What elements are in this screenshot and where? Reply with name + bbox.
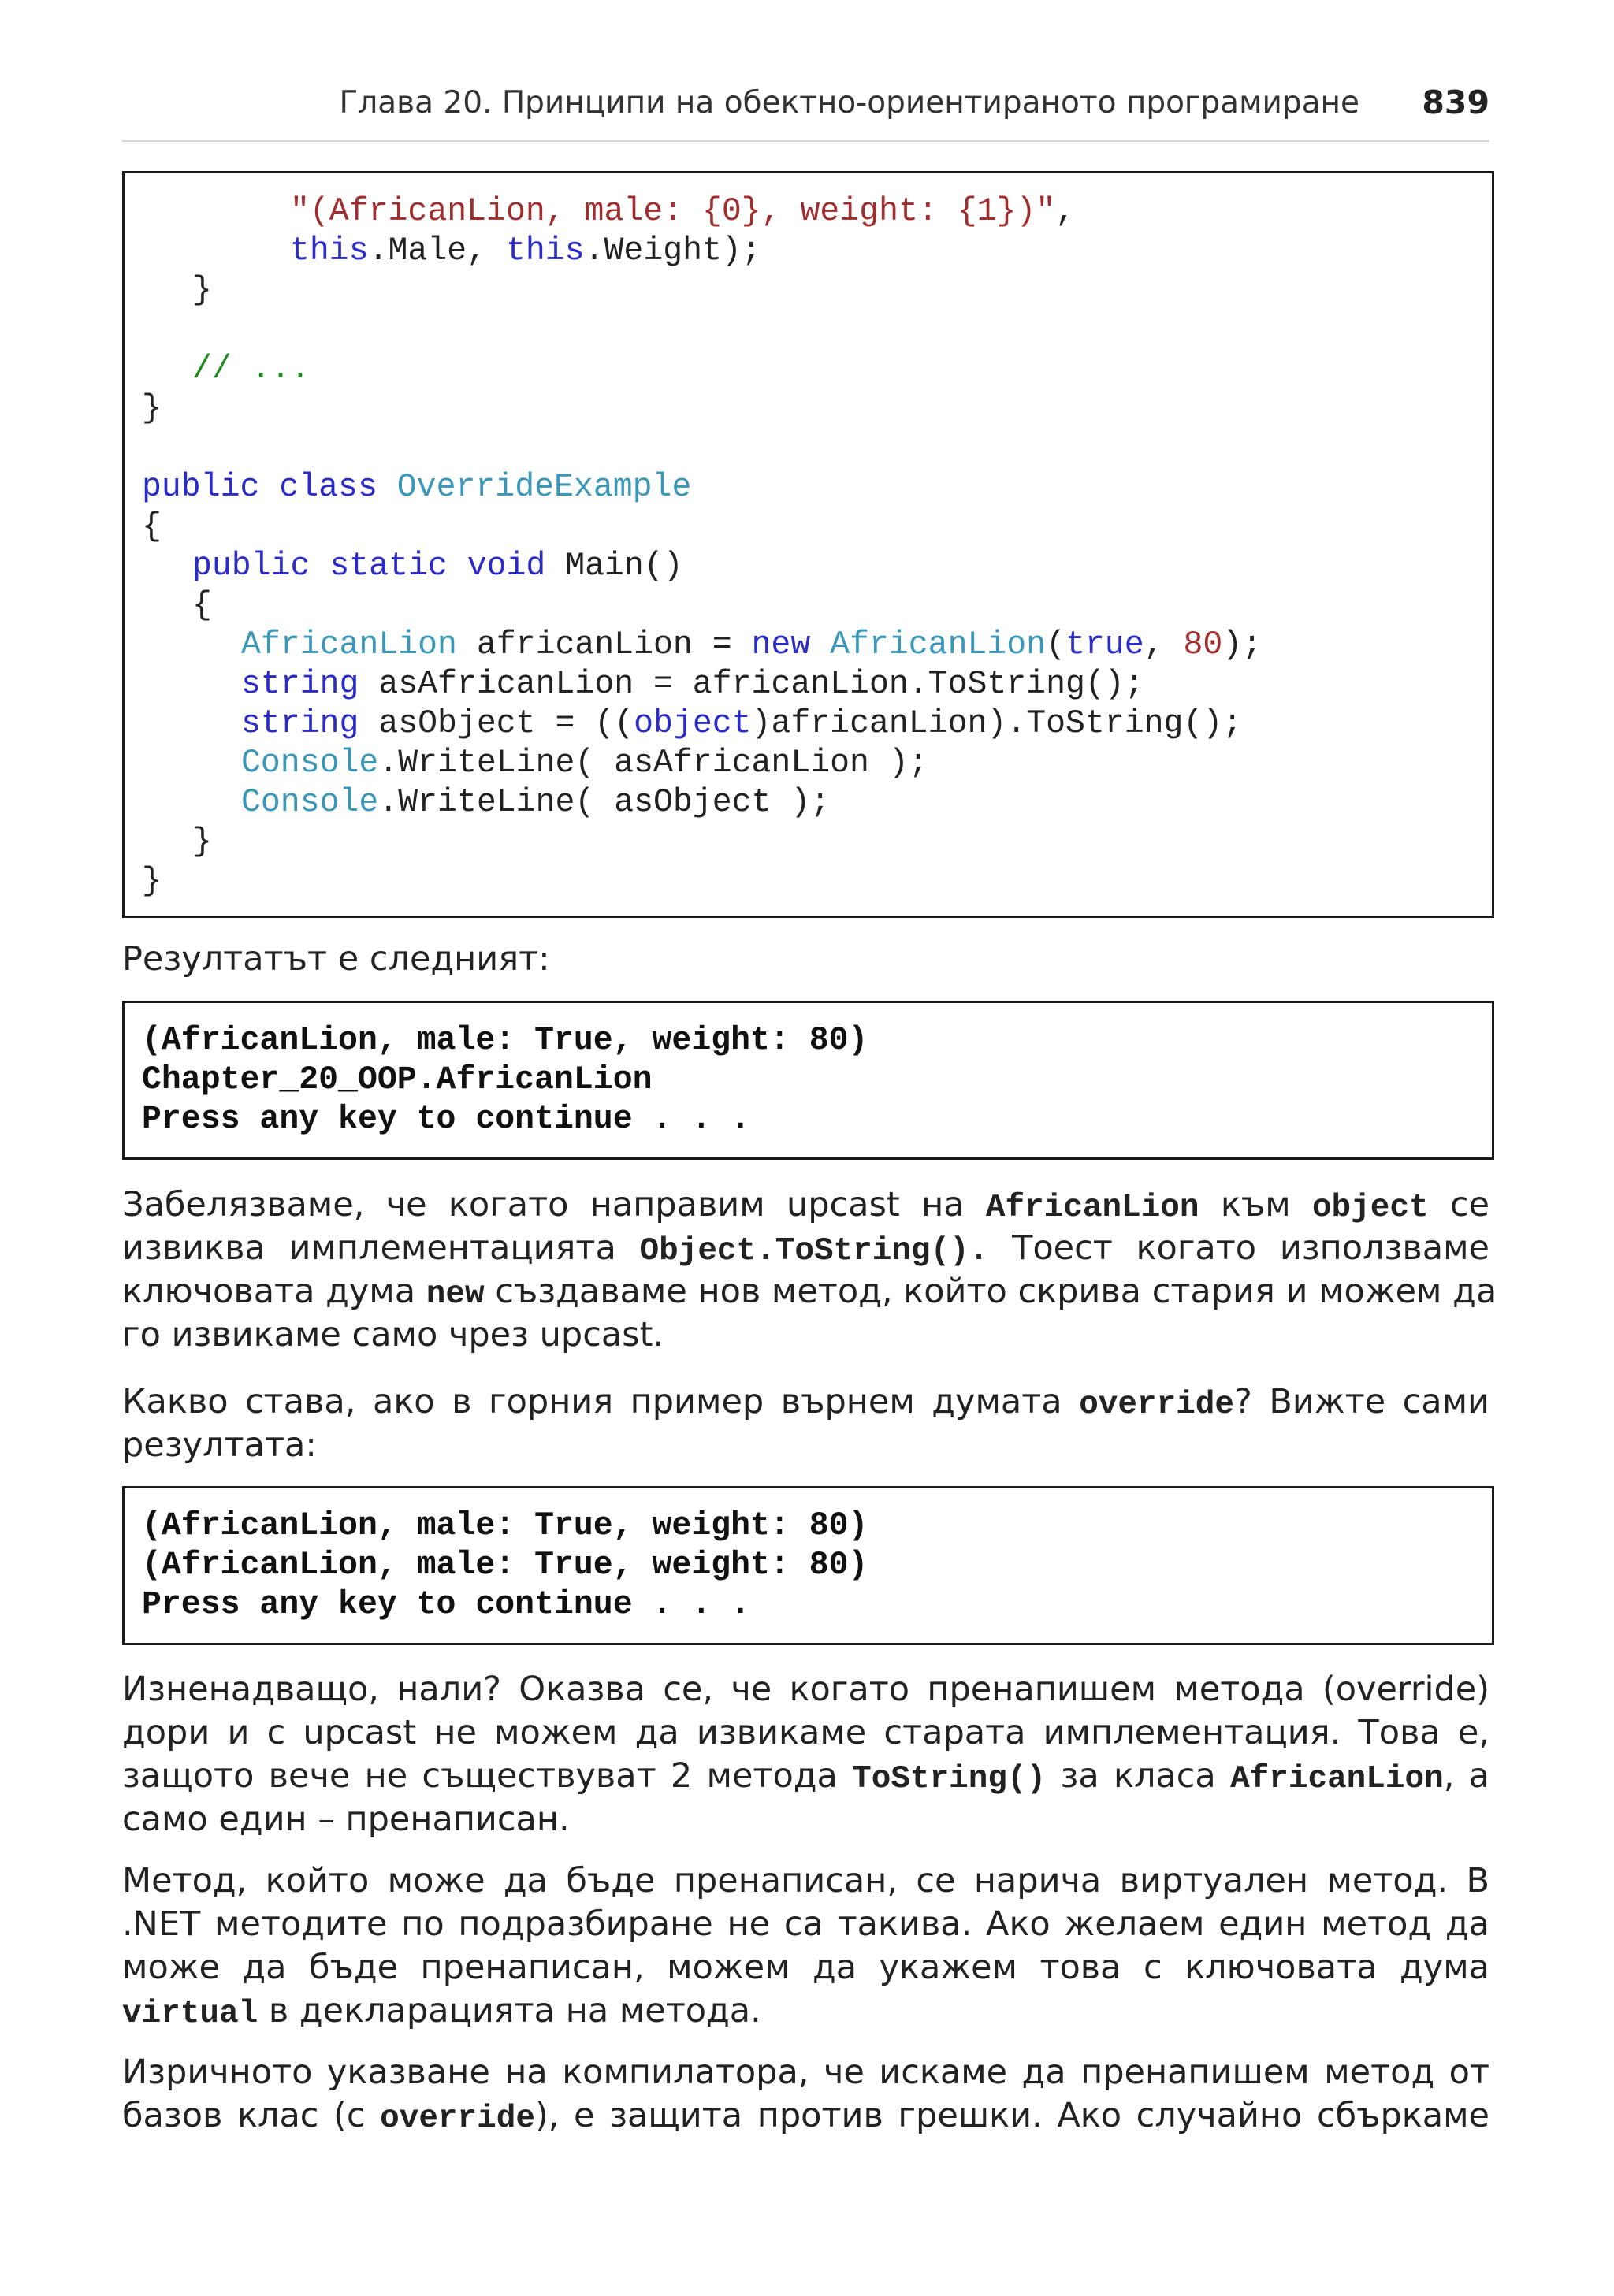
result-intro: Резултатът е следният:	[122, 939, 550, 979]
output-line: Press any key to continue . . .	[142, 1101, 751, 1138]
code-line: Console.WriteLine( asAfricanLion );	[241, 745, 928, 782]
output-line: (AfricanLion, male: True, weight: 80)	[142, 1022, 868, 1059]
output-line: Chapter_20_OOP.AfricanLion	[142, 1061, 653, 1098]
chapter-title: Глава 20. Принципи на обектно-ориентираното програмиране	[339, 85, 1359, 121]
paragraph-virtual: Метод, който може да бъде пренаписан, се нарича виртуален метод. В .NET методите по подразбиране не са такива. Ако желаем един метод да може да бъде пренаписан, можем да укажем това с ключовата дума virtual в декларацията на метода.	[122, 1861, 1489, 2032]
code-line: string asAfricanLion = africanLion.ToString();	[241, 666, 1144, 703]
code-line: }	[142, 863, 162, 900]
paragraph-surprise: Изненадващо, нали? Оказва се, че когато пренапишем метода (override) дори и с upcast не можем да извикаме старата имплементация. Това е, защото вече не съществуват 2 метода ToString() за класа AfricanLion, а само един – пренаписан.	[122, 1670, 1490, 1839]
console-output-1	[122, 1001, 1494, 1160]
code-line: }	[192, 272, 212, 309]
code-line: public static void Main()	[192, 548, 683, 585]
code-line: {	[142, 508, 162, 545]
code-line: // ...	[192, 351, 311, 388]
code-line: public class OverrideExample	[142, 469, 692, 506]
code-line: AfricanLion africanLion = new AfricanLion(true, 80);	[241, 626, 1263, 663]
output-line: (AfricanLion, male: True, weight: 80)	[142, 1547, 868, 1584]
code-listing	[122, 171, 1494, 918]
code-line: }	[192, 823, 212, 860]
code-line: this.Male, this.Weight);	[290, 232, 761, 269]
page-number: 839	[1422, 84, 1489, 121]
console-output-2	[122, 1486, 1494, 1645]
output-line: (AfricanLion, male: True, weight: 80)	[142, 1507, 868, 1544]
paragraph-explicit-override: Изричното указване на компилатора, че искаме да пренапишем метод от базов клас (с override), е защита против грешки. Ако случайно сбъркаме	[122, 2053, 1489, 2137]
code-line: "(AfricanLion, male: {0}, weight: {1})",	[290, 193, 1076, 230]
paragraph-upcast: Забелязваме, че когато направим upcast на AfricanLion към object се извиква имплементацията Object.ToString(). Тоест когато използваме ключовата дума new създаваме нов метод, който скрива стария и можем да го извикаме само чрез upcast.	[122, 1185, 1497, 1354]
code-line: {	[192, 587, 212, 624]
code-line: }	[142, 390, 162, 427]
output-line: Press any key to continue . . .	[142, 1586, 751, 1623]
page-header	[122, 79, 1489, 142]
code-line: string asObject = ((object)africanLion).ToString();	[241, 705, 1243, 742]
paragraph-override-question: Какво става, ако в горния пример върнем думата override? Вижте сами резултата:	[122, 1382, 1489, 1465]
code-line: Console.WriteLine( asObject );	[241, 784, 831, 821]
